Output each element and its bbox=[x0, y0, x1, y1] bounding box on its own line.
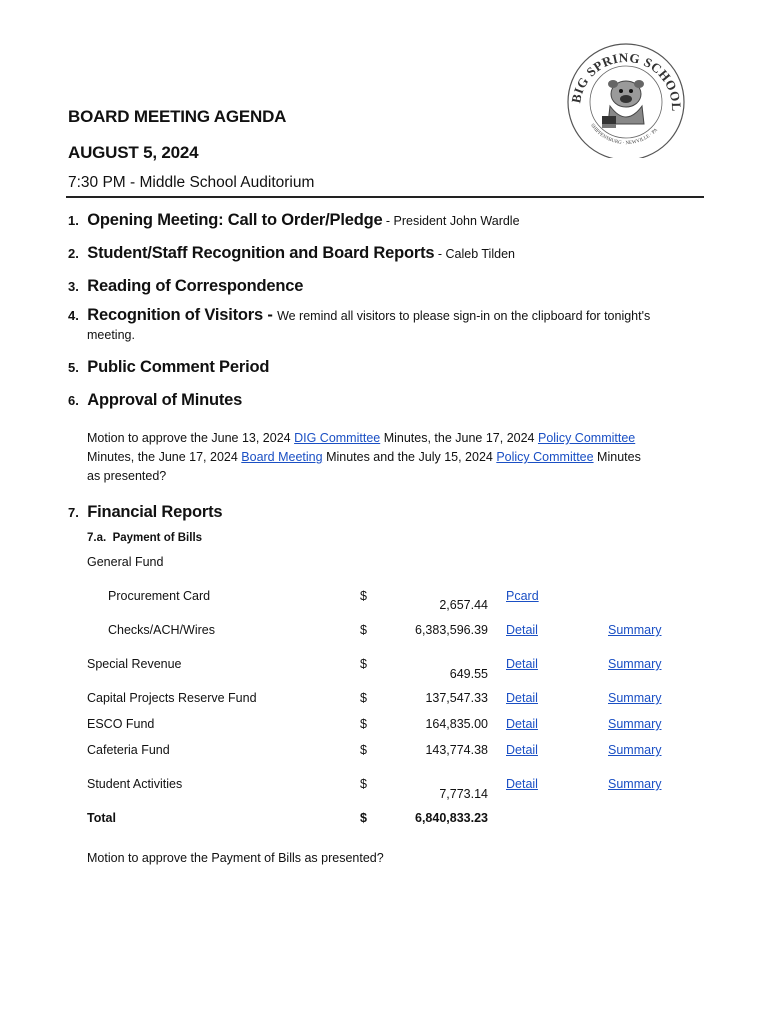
agenda-item-presenter: - Caleb Tilden bbox=[434, 247, 515, 261]
bulldog-icon bbox=[602, 80, 644, 128]
summary-link[interactable]: Summary bbox=[608, 717, 662, 731]
pcard-link[interactable]: Pcard bbox=[506, 589, 539, 603]
agenda-item-title: Recognition of Visitors - bbox=[87, 306, 278, 324]
total-label: Total bbox=[87, 811, 116, 825]
agenda-item-2 bbox=[68, 244, 515, 263]
summary-link[interactable]: Summary bbox=[608, 691, 662, 705]
policy-committee-link-1[interactable]: Policy Committee bbox=[537, 431, 636, 445]
agenda-item-title: Financial Reports bbox=[87, 503, 223, 521]
detail-link[interactable]: Detail bbox=[506, 691, 538, 705]
agenda-item-title: Approval of Minutes bbox=[87, 391, 243, 409]
fund-amount: 164,835.00 bbox=[425, 717, 488, 731]
agenda-item-7 bbox=[68, 503, 222, 522]
agenda-item-title: Reading of Correspondence bbox=[87, 277, 304, 295]
seal-bottom-text: SHIPPENSBURG · NEWVILLE · PA bbox=[589, 123, 660, 147]
fund-label: ESCO Fund bbox=[87, 717, 155, 731]
agenda-item-4 bbox=[68, 306, 650, 325]
fund-amount: 649.55 bbox=[449, 667, 488, 681]
meeting-date: AUGUST 5, 2024 bbox=[68, 143, 199, 162]
fund-amount: 143,774.38 bbox=[425, 743, 488, 757]
currency-symbol: $ bbox=[360, 743, 367, 757]
fund-amount: 2,657.44 bbox=[439, 598, 488, 612]
payment-of-bills-heading: 7.a. Payment of Bills bbox=[87, 532, 203, 544]
summary-link[interactable]: Summary bbox=[608, 623, 662, 637]
time-location: 7:30 PM - Middle School Auditorium bbox=[68, 174, 315, 191]
motion-text: Minutes and the July 15, 2024 bbox=[322, 450, 497, 464]
fund-label: Checks/ACH/Wires bbox=[108, 623, 215, 637]
agenda-item-number: 2. bbox=[68, 246, 79, 261]
fund-amount: 7,773.14 bbox=[439, 787, 488, 801]
fund-label: Capital Projects Reserve Fund bbox=[87, 691, 257, 705]
summary-link[interactable]: Summary bbox=[608, 657, 662, 671]
motion-text: Minutes, the June 17, 2024 bbox=[380, 431, 538, 445]
agenda-item-presenter: - President John Wardle bbox=[382, 214, 520, 228]
agenda-item-note-cont: meeting. bbox=[87, 328, 135, 342]
currency-symbol: $ bbox=[360, 717, 367, 731]
agenda-item-number: 3. bbox=[68, 279, 79, 294]
detail-link[interactable]: Detail bbox=[506, 623, 538, 637]
minutes-motion bbox=[87, 429, 707, 486]
fund-label: Procurement Card bbox=[108, 589, 211, 603]
fund-label: Student Activities bbox=[87, 777, 183, 791]
summary-link[interactable]: Summary bbox=[608, 777, 662, 791]
fund-amount: 137,547.33 bbox=[425, 691, 488, 705]
seal-ring-text: BIG SPRING SCHOOL bbox=[568, 49, 685, 112]
general-fund-label: General Fund bbox=[87, 555, 164, 569]
total-amount: 6,840,833.23 bbox=[415, 811, 488, 825]
fund-amount: 6,383,596.39 bbox=[415, 623, 488, 637]
agenda-item-number: 4. bbox=[68, 308, 79, 323]
total-currency: $ bbox=[360, 811, 367, 825]
board-meeting-link[interactable]: Board Meeting bbox=[241, 450, 323, 464]
agenda-item-6 bbox=[68, 391, 242, 410]
detail-link[interactable]: Detail bbox=[506, 717, 538, 731]
motion-text: Motion to approve the June 13, 2024 bbox=[87, 431, 295, 445]
header-divider bbox=[66, 196, 704, 198]
agenda-item-note: We remind all visitors to please sign-in on the clipboard for tonight's bbox=[277, 309, 651, 323]
summary-link[interactable]: Summary bbox=[608, 743, 662, 757]
fund-label: Special Revenue bbox=[87, 657, 182, 671]
currency-symbol: $ bbox=[360, 691, 367, 705]
agenda-item-number: 6. bbox=[68, 393, 79, 408]
bills-motion: Motion to approve the Payment of Bills as presented? bbox=[87, 851, 384, 865]
dig-committee-link[interactable]: DIG Committee bbox=[294, 431, 381, 445]
currency-symbol: $ bbox=[360, 657, 367, 671]
detail-link[interactable]: Detail bbox=[506, 743, 538, 757]
fund-label: Cafeteria Fund bbox=[87, 743, 170, 757]
agenda-item-number: 7. bbox=[68, 505, 79, 520]
policy-committee-link-2[interactable]: Policy Committee bbox=[496, 450, 594, 464]
agenda-item-title: Student/Staff Recognition and Board Reports bbox=[87, 244, 435, 262]
agenda-item-3 bbox=[68, 277, 303, 296]
motion-text: Minutes, the June 17, 2024 bbox=[87, 450, 242, 464]
motion-text: as presented? bbox=[87, 469, 167, 483]
agenda-item-5 bbox=[68, 358, 269, 377]
detail-link[interactable]: Detail bbox=[506, 777, 538, 791]
detail-link[interactable]: Detail bbox=[506, 657, 538, 671]
district-seal bbox=[558, 40, 694, 158]
currency-symbol: $ bbox=[360, 589, 367, 603]
currency-symbol: $ bbox=[360, 623, 367, 637]
currency-symbol: $ bbox=[360, 777, 367, 791]
agenda-item-title: Opening Meeting: Call to Order/Pledge bbox=[87, 211, 383, 229]
agenda-item-title: Public Comment Period bbox=[87, 358, 270, 376]
agenda-item-1 bbox=[68, 211, 520, 230]
agenda-item-number: 5. bbox=[68, 360, 79, 375]
agenda-item-number: 1. bbox=[68, 213, 79, 228]
page-title: BOARD MEETING AGENDA bbox=[68, 107, 287, 126]
motion-text: Minutes bbox=[593, 450, 641, 464]
